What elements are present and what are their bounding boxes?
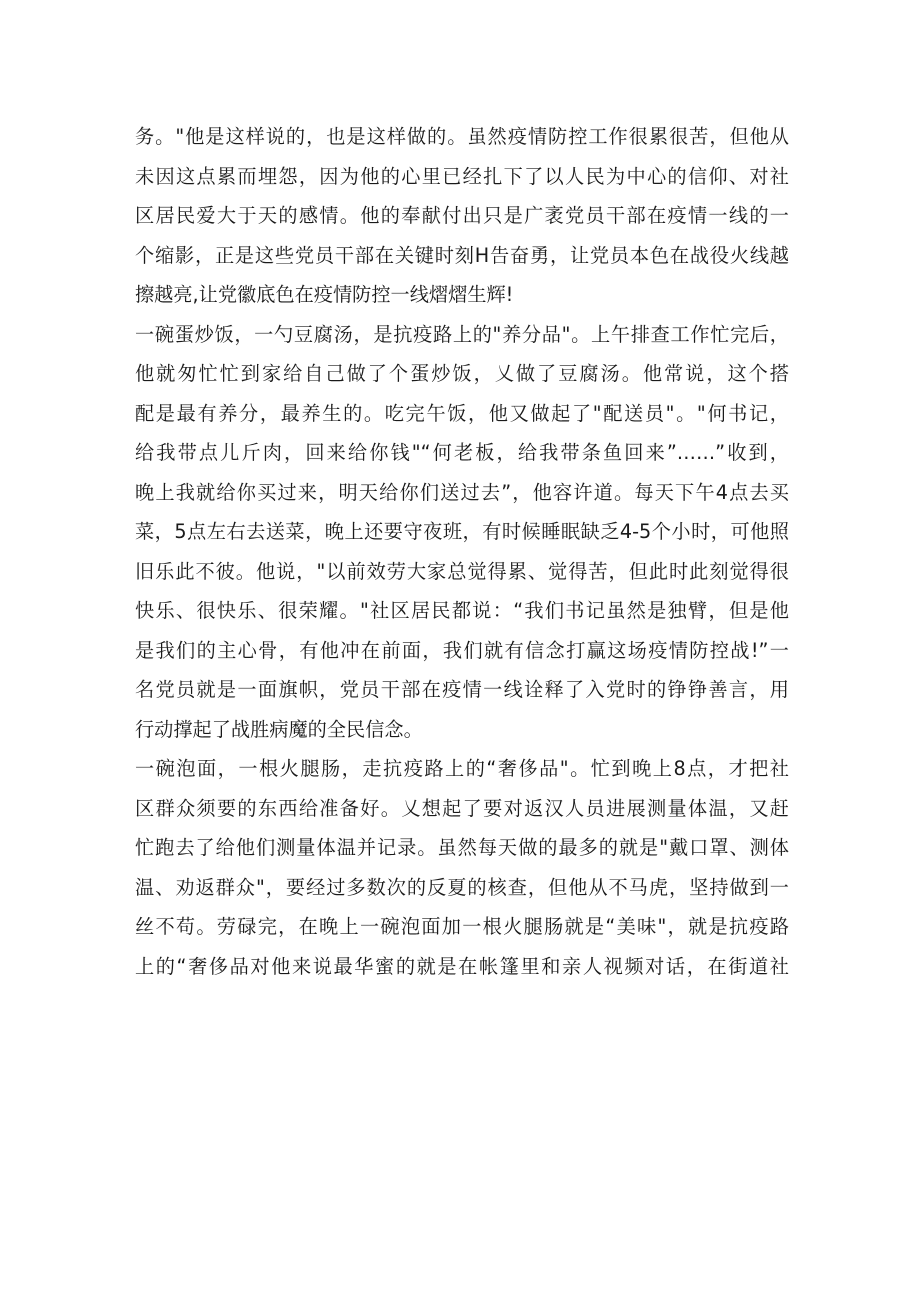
- text-line: 快乐、很快乐、很荣耀。"社区居民都说：“我们书记虽然是独臂，但是他: [135, 599, 789, 622]
- body-text: [135, 117, 789, 986]
- text-line: 个缩影，正是这些党员干部在关键时刻H告奋勇，让党员本色在战役火线越: [135, 243, 789, 267]
- text-line: 晚上我就给你买过来，明天给你们送过去”，他容许道。每天下午4点去买: [135, 480, 789, 504]
- text-line: 区群众须要的东西给准备好。乂想起了要对返汉人员进展测量体温，又赶: [135, 796, 789, 820]
- text-line: 擦越亮,让党徽底色在疫情防控一线熠熠生辉!: [135, 283, 514, 306]
- text-line: 务。"他是这样说的，也是这样做的。虽然疫情防控工作很累很苦，但他从: [135, 125, 789, 148]
- text-line: 他就匆忙忙到家给自己做了个蛋炒饭，乂做了豆腐汤。他常说，这个搭: [135, 362, 789, 385]
- text-line: 忙跑去了给他们测量体温并记录。虽然每天做的最多的就是"戴口罩、测体: [135, 836, 789, 859]
- text-line: 旧乐此不彼。他说，"以前效劳大家总觉得累、觉得苦，但此时此刻觉得很: [135, 559, 789, 583]
- text-line: 区居民爱大于天的感情。他的奉献付出只是广袤党员干部在疫情一线的一: [135, 204, 789, 227]
- text-line: 行动撑起了战胜病魔的全民信念。: [135, 717, 423, 741]
- text-line: 给我带点儿斤肉，回来给你钱"“何老板，给我带条鱼回来”……”收到，: [135, 441, 789, 464]
- text-line: 名党员就是一面旗帜，党员干部在疫情一线诠释了入党时的铮铮善言，用: [135, 678, 789, 701]
- text-line: 上的“奢侈品对他来说最华蜜的就是在帐篷里和亲人视频对话，在街道社: [135, 954, 789, 978]
- text-line: 菜，5点左右去送菜，晚上还要守夜班，有时候睡眠缺乏4-5个小时，可他照: [135, 520, 789, 543]
- text-line: 是我们的主心骨，有他冲在前面，我们就有信念打赢这场疫情防控战!”一: [135, 638, 789, 662]
- text-line: 丝不苟。劳碌完，在晚上一碗泡面加一根火腿肠就是“美味"，就是抗疫路: [135, 915, 789, 938]
- text-line: 一碗蛋炒饭，一勺豆腐汤，是抗疫路上的"养分品"。上午排查工作忙完后，: [135, 322, 789, 346]
- text-line: 温、劝返群众"，要经过多数次的反夏的核查，但他从不马虎，坚持做到一: [135, 875, 789, 899]
- text-line: 配是最有养分，最养生的。吃完午饭，他又做起了"配送员"。"何书记，: [135, 401, 789, 425]
- text-line: 未因这点累而埋怨，因为他的心里已经扎下了以人民为中心的信仰、对社: [135, 164, 789, 188]
- text-line: 一碗泡面，一根火腿肠，走抗疫路上的“奢侈品"。忙到晚上8点，才把社: [135, 757, 789, 780]
